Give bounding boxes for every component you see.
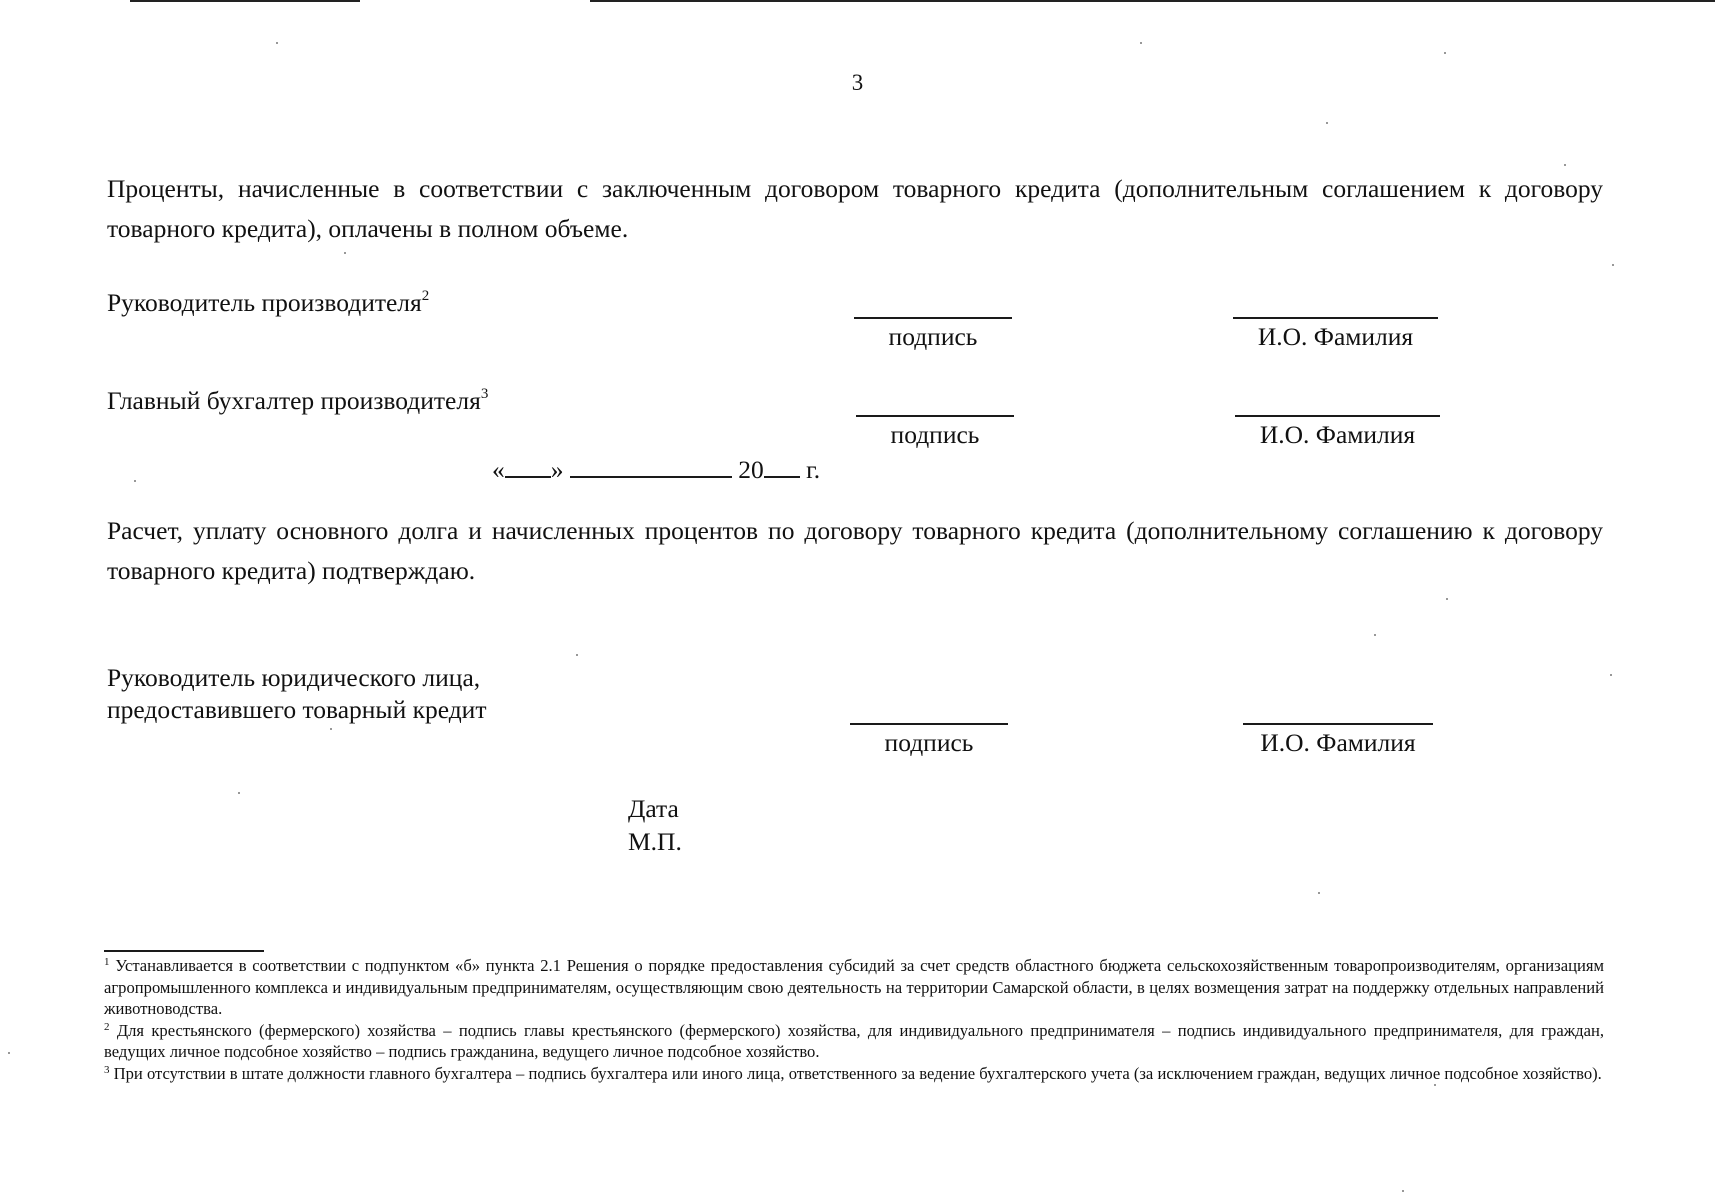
scan-speck (1374, 634, 1376, 636)
date-fill-line (492, 452, 820, 486)
signatory-accountant-title: Главный бухгалтер производителя (107, 386, 481, 415)
scan-speck (238, 792, 240, 794)
scan-speck (1434, 1084, 1436, 1086)
creditor-label-line1: Руководитель юридического лица, (107, 663, 481, 692)
scan-speck (1326, 122, 1328, 124)
month-blank (570, 452, 732, 478)
scan-speck (276, 42, 278, 44)
scan-speck (1564, 164, 1566, 166)
scan-speck (1140, 42, 1142, 44)
scan-speck (1318, 892, 1320, 894)
signature-line-creditor (850, 723, 1008, 725)
date-close-quote: » (550, 455, 564, 484)
footnote-1-text: Устанавливается в соответствии с подпунктом «б» пункта 2.1 Решения о порядке предоставления субсидий за счет средств областного бюджета сельскохозяйственным товаропроизводителям, организациям агропромышленного комплекса и индивидуальным предпринимателям, осуществляющим свою деятельность на территории Самарской области, в целях возмещения затрат на поддержку отдельных направлений животноводства. (104, 956, 1604, 1019)
name-caption-accountant: И.О. Фамилия (1259, 420, 1416, 449)
footnote-1-number: 1 (104, 956, 110, 968)
signatory-accountant-label (107, 384, 488, 417)
footnote-ref-2: 2 (421, 288, 430, 304)
signature-line-accountant (856, 415, 1014, 417)
footnote-ref-3: 3 (480, 386, 489, 402)
top-border-line (130, 0, 360, 2)
confirmation-paragraph: Расчет, уплату основного долга и начисленных процентов по договору товарного кредита (дополнительному соглашению к договору товарного кредита) подтверждаю. (107, 516, 1603, 585)
top-border-line (590, 0, 1715, 2)
scan-speck (576, 654, 578, 656)
scan-speck (134, 480, 136, 482)
year-prefix: 20 (738, 455, 764, 484)
date-open-quote: « (492, 455, 505, 484)
footnote-2 (104, 1020, 1604, 1063)
signature-caption-accountant: подпись (890, 420, 980, 449)
scan-speck (1612, 264, 1614, 266)
stamp-label: М.П. (628, 827, 682, 856)
footnote-2-number: 2 (104, 1020, 110, 1033)
interest-paid-paragraph: Проценты, начисленные в соответствии с заключенным договором товарного кредита (дополнительным соглашением к договору товарного кредита), оплачены в полном объеме. (107, 174, 1603, 243)
scan-speck (1446, 598, 1448, 600)
signatory-head-title: Руководитель производителя (107, 288, 422, 317)
name-line-accountant (1235, 415, 1440, 417)
date-label: Дата (628, 794, 679, 823)
scan-speck (1444, 52, 1446, 54)
scan-speck (330, 728, 332, 730)
name-line-head (1233, 317, 1438, 319)
signature-caption-creditor: подпись (884, 728, 974, 757)
year-blank (764, 452, 800, 478)
footnote-1 (104, 955, 1604, 1020)
scan-speck (344, 252, 346, 254)
page-number: 3 (851, 70, 864, 95)
footnote-2-text: Для крестьянского (фермерского) хозяйства – подпись главы крестьянского (фермерского) хозяйства, для индивидуального предпринимателя – подпись индивидуального предпринимателя, для граждан, ведущих личное подсобное хозяйство – подпись гражданина, ведущего личное подсобное хозяйство. (104, 1020, 1604, 1062)
name-line-creditor (1243, 723, 1433, 725)
footnotes-block (104, 955, 1604, 1085)
scan-speck (8, 1052, 10, 1054)
footnote-3 (104, 1063, 1604, 1085)
scan-speck (1402, 1190, 1404, 1192)
creditor-label-line2: предоставившего товарный кредит (107, 695, 487, 724)
signatory-head-label (107, 286, 429, 319)
year-suffix: г. (806, 455, 821, 484)
day-blank (505, 452, 551, 478)
signature-caption-head: подпись (888, 322, 978, 351)
footnote-separator (104, 950, 264, 952)
name-caption-creditor: И.О. Фамилия (1260, 728, 1416, 757)
name-caption-head: И.О. Фамилия (1257, 322, 1414, 351)
footnote-3-text: При отсутствии в штате должности главного бухгалтера – подпись бухгалтера или иного лица, ответственного за ведение бухгалтерского учета (за исключением граждан, ведущих личное подсобное хозяйство). (113, 1063, 1602, 1083)
footnote-3-number: 3 (104, 1063, 110, 1076)
scan-speck (1610, 674, 1612, 676)
signature-line-head (854, 317, 1012, 319)
